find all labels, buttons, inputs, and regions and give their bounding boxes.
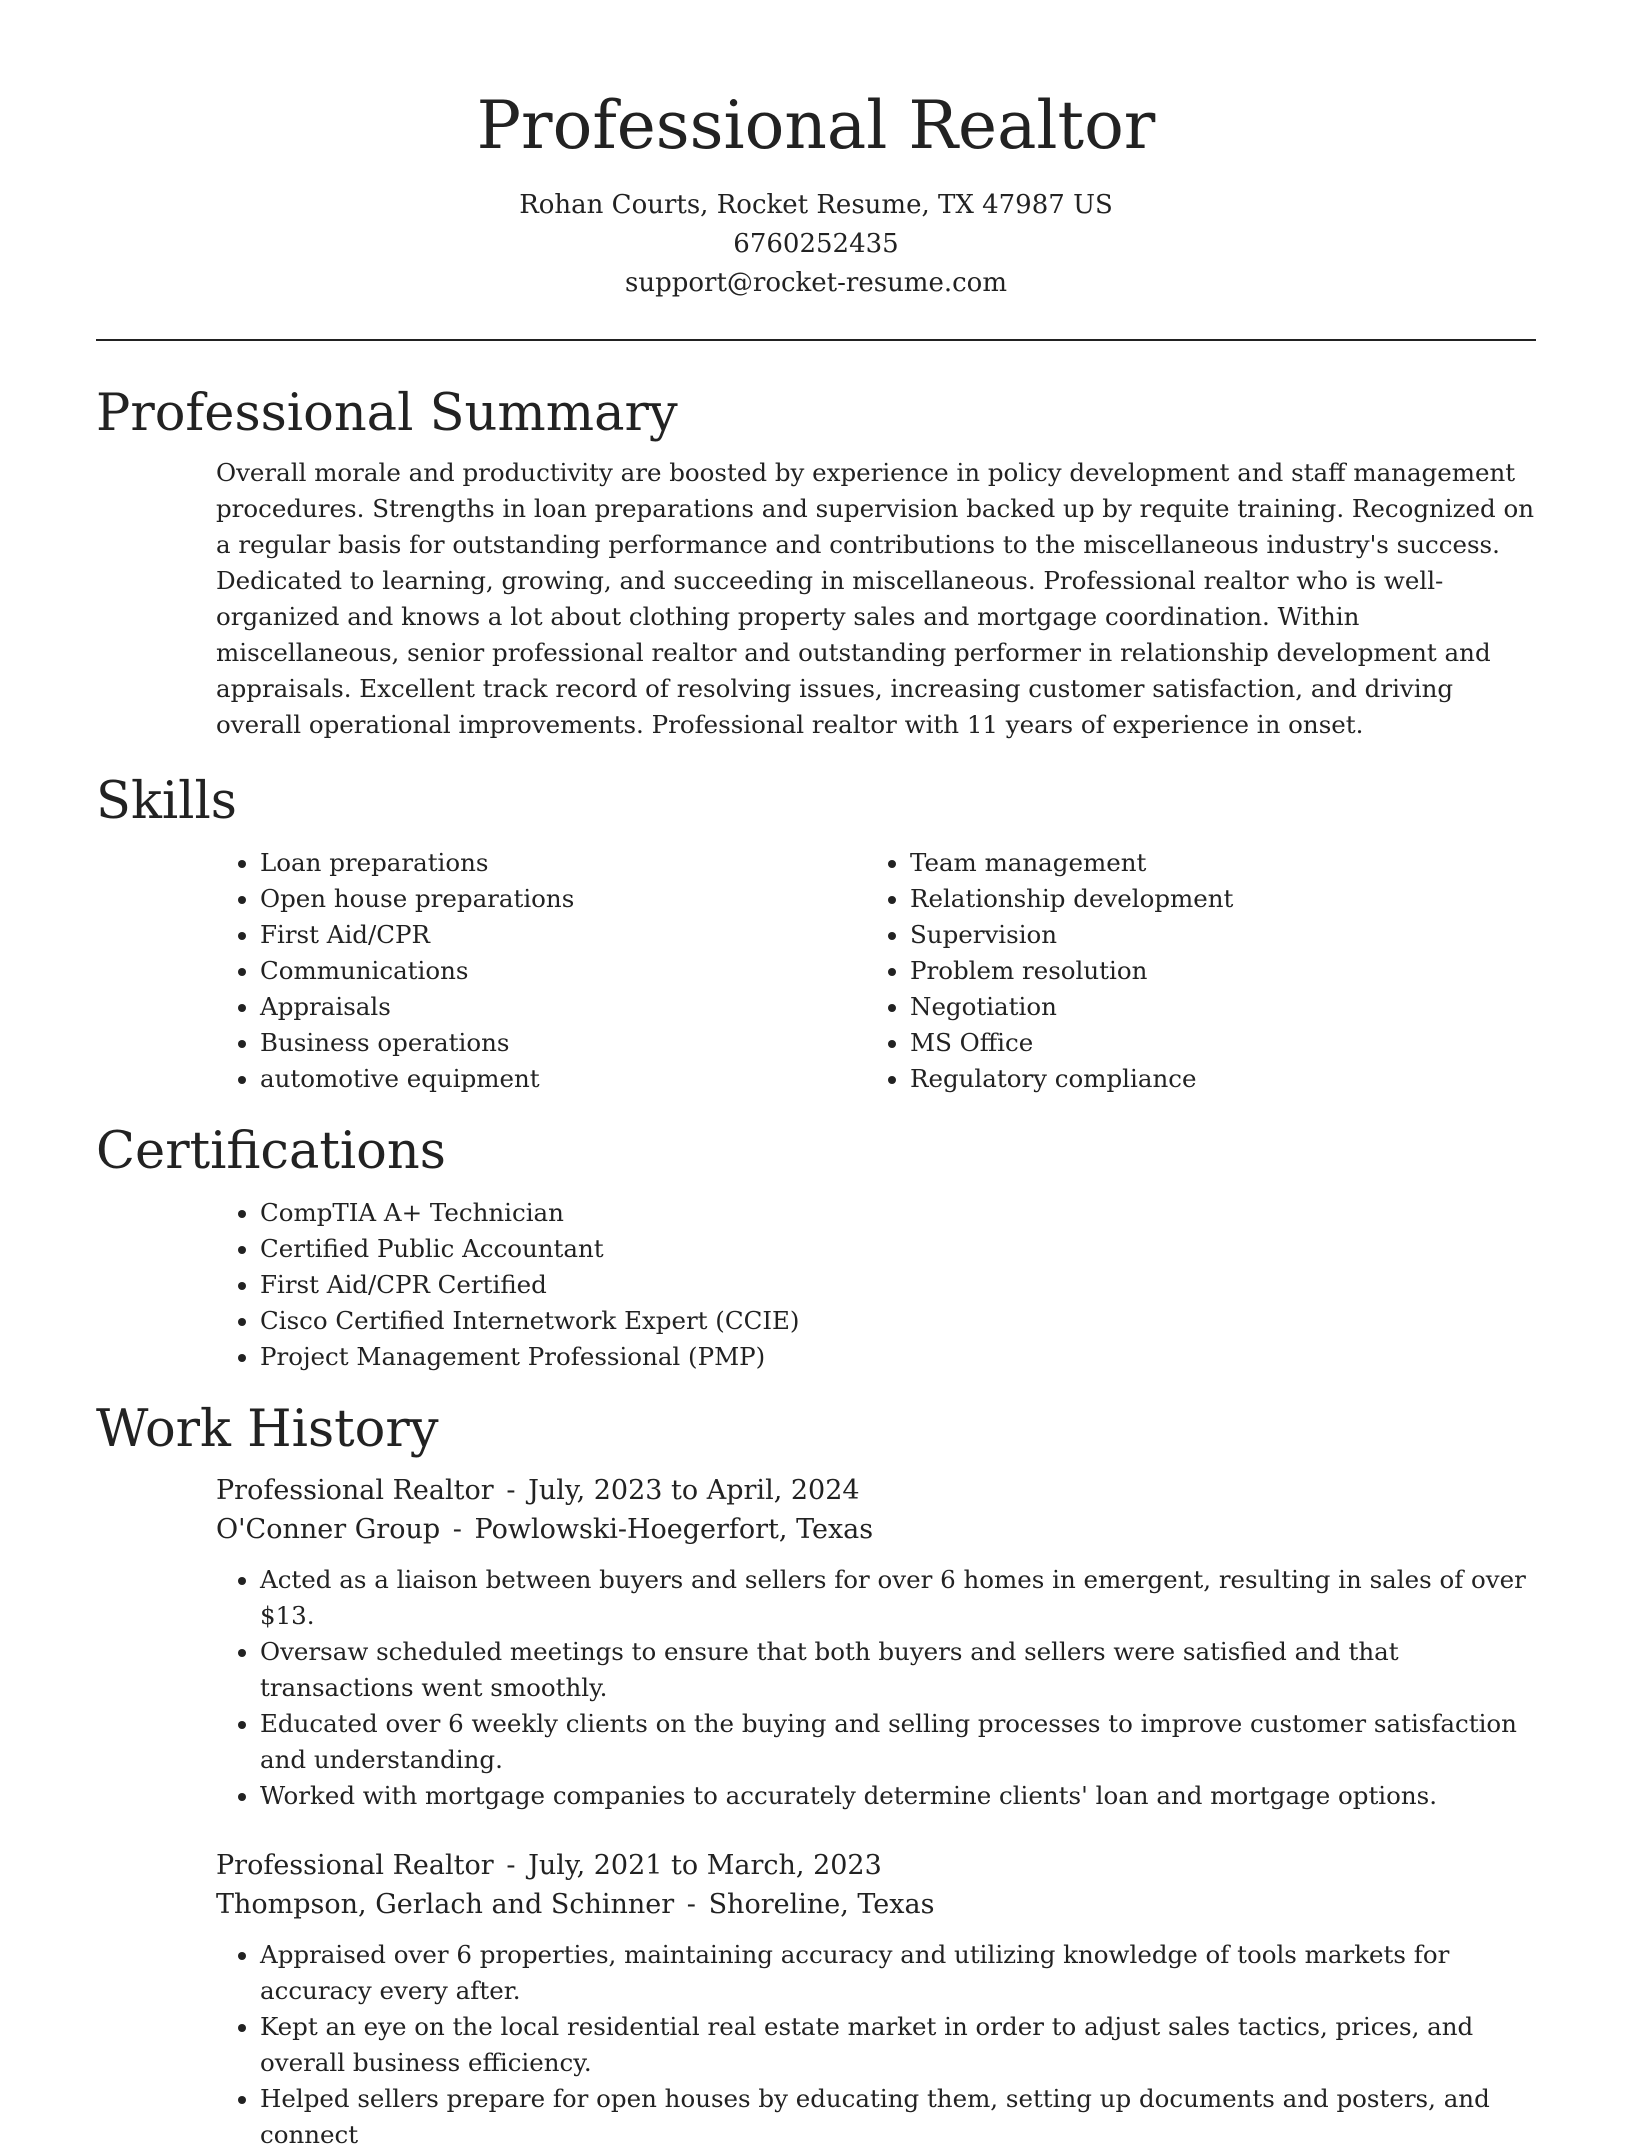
job-role: Professional Realtor	[216, 1475, 494, 1506]
job-duty: • Worked with mortgage companies to accurately determine clients' loan and mortgage options.	[260, 1778, 1536, 1814]
job-duties-list	[216, 1937, 1536, 2153]
address: Rohan Courts, Rocket Resume, TX 47987 US	[519, 190, 1113, 220]
resume-header	[96, 0, 1536, 303]
work-history-section	[96, 1399, 1536, 2153]
email-address: support@rocket-resume.com	[624, 268, 1007, 298]
skill-item: • Loan preparations	[260, 845, 866, 881]
job-company-line	[216, 1510, 1536, 1549]
summary-body	[96, 455, 1536, 743]
job-dates: July, 2021 to March, 2023	[528, 1850, 882, 1881]
certification-item: • CompTIA A+ Technician	[260, 1195, 1536, 1231]
skills-heading: Skills	[96, 772, 237, 831]
skill-item: • Regulatory compliance	[910, 1061, 1516, 1097]
skills-column-left	[216, 845, 866, 1097]
skill-item: • Problem resolution	[910, 953, 1516, 989]
job-location: Shoreline, Texas	[708, 1889, 935, 1920]
summary-heading: Professional Summary	[96, 384, 678, 443]
certification-item: • Project Management Professional (PMP)	[260, 1339, 1536, 1375]
separator: -	[506, 1475, 516, 1506]
job-duty: • Helped sellers prepare for open houses by educating them, setting up documents and posters, and connect	[260, 2081, 1536, 2153]
skill-item: • Supervision	[910, 917, 1516, 953]
skill-item: • Team management	[910, 845, 1516, 881]
job-entry	[96, 1471, 1536, 1814]
work-history-heading: Work History	[96, 1400, 439, 1459]
summary-section	[96, 383, 1536, 743]
skills-list-left	[216, 845, 866, 1097]
phone-number: 6760252435	[733, 229, 899, 259]
job-company: O'Conner Group	[216, 1514, 441, 1545]
certification-item: • First Aid/CPR Certified	[260, 1267, 1536, 1303]
job-role: Professional Realtor	[216, 1850, 494, 1881]
certification-item: • Cisco Certified Internetwork Expert (CCIE)	[260, 1303, 1536, 1339]
skill-item: • Relationship development	[910, 881, 1516, 917]
skill-item: • Appraisals	[260, 989, 866, 1025]
job-title-line	[216, 1846, 1536, 1885]
job-title-line	[216, 1471, 1536, 1510]
job-entry	[96, 1846, 1536, 2153]
separator: -	[452, 1514, 462, 1545]
job-company-line	[216, 1885, 1536, 1924]
job-company: Thompson, Gerlach and Schinner	[216, 1889, 675, 1920]
job-duties-list	[216, 1562, 1536, 1814]
resume-page	[96, 0, 1536, 2153]
skills-grid	[96, 845, 1536, 1097]
certifications-body	[96, 1195, 1536, 1375]
job-duty: • Acted as a liaison between buyers and sellers for over 6 homes in emergent, resulting in sales of over $13.	[260, 1562, 1536, 1634]
skill-item: • Business operations	[260, 1025, 866, 1061]
skill-item: • First Aid/CPR	[260, 917, 866, 953]
separator: -	[686, 1889, 696, 1920]
contact-info	[96, 186, 1536, 303]
header-divider	[96, 339, 1536, 341]
certifications-list	[216, 1195, 1536, 1375]
job-duty: • Kept an eye on the local residential real estate market in order to adjust sales tactics, prices, and overall business efficiency.	[260, 2009, 1536, 2081]
job-duty: • Appraised over 6 properties, maintaining accuracy and utilizing knowledge of tools markets for accuracy every after.	[260, 1937, 1536, 2009]
skills-section	[96, 771, 1536, 1097]
job-duty: • Educated over 6 weekly clients on the buying and selling processes to improve customer satisfaction and understanding.	[260, 1706, 1536, 1778]
skill-item: • Negotiation	[910, 989, 1516, 1025]
skills-list-right	[866, 845, 1516, 1097]
certification-item: • Certified Public Accountant	[260, 1231, 1536, 1267]
certifications-heading: Certifications	[96, 1122, 446, 1181]
skill-item: • Open house preparations	[260, 881, 866, 917]
job-dates: July, 2023 to April, 2024	[528, 1475, 860, 1506]
job-location: Powlowski-Hoegerfort, Texas	[474, 1514, 874, 1545]
skill-item: • MS Office	[910, 1025, 1516, 1061]
summary-text: Overall morale and productivity are boosted by experience in policy development and staff management procedures. Strengths in loan preparations and supervision backed up by requite training. Recognized on a regular basis for outstanding performance and contributions to the miscellaneous industry's success. Dedicated to learning, growing, and succeeding in miscellaneous. Professional realtor who is well-organized and knows a lot about clothing property sales and mortgage coordination. Within miscellaneous, senior professional realtor and outstanding performer in relationship development and appraisals. Excellent track record of resolving issues, increasing customer satisfaction, and driving overall operational improvements. Professional realtor with 11 years of experience in onset.	[216, 458, 1535, 739]
job-duty: • Oversaw scheduled meetings to ensure that both buyers and sellers were satisfied and that transactions went smoothly.	[260, 1634, 1536, 1706]
separator: -	[506, 1850, 516, 1881]
skill-item: • automotive equipment	[260, 1061, 866, 1097]
certifications-section	[96, 1121, 1536, 1375]
skill-item: • Communications	[260, 953, 866, 989]
candidate-name: Professional Realtor	[476, 87, 1156, 164]
skills-column-right	[866, 845, 1516, 1097]
